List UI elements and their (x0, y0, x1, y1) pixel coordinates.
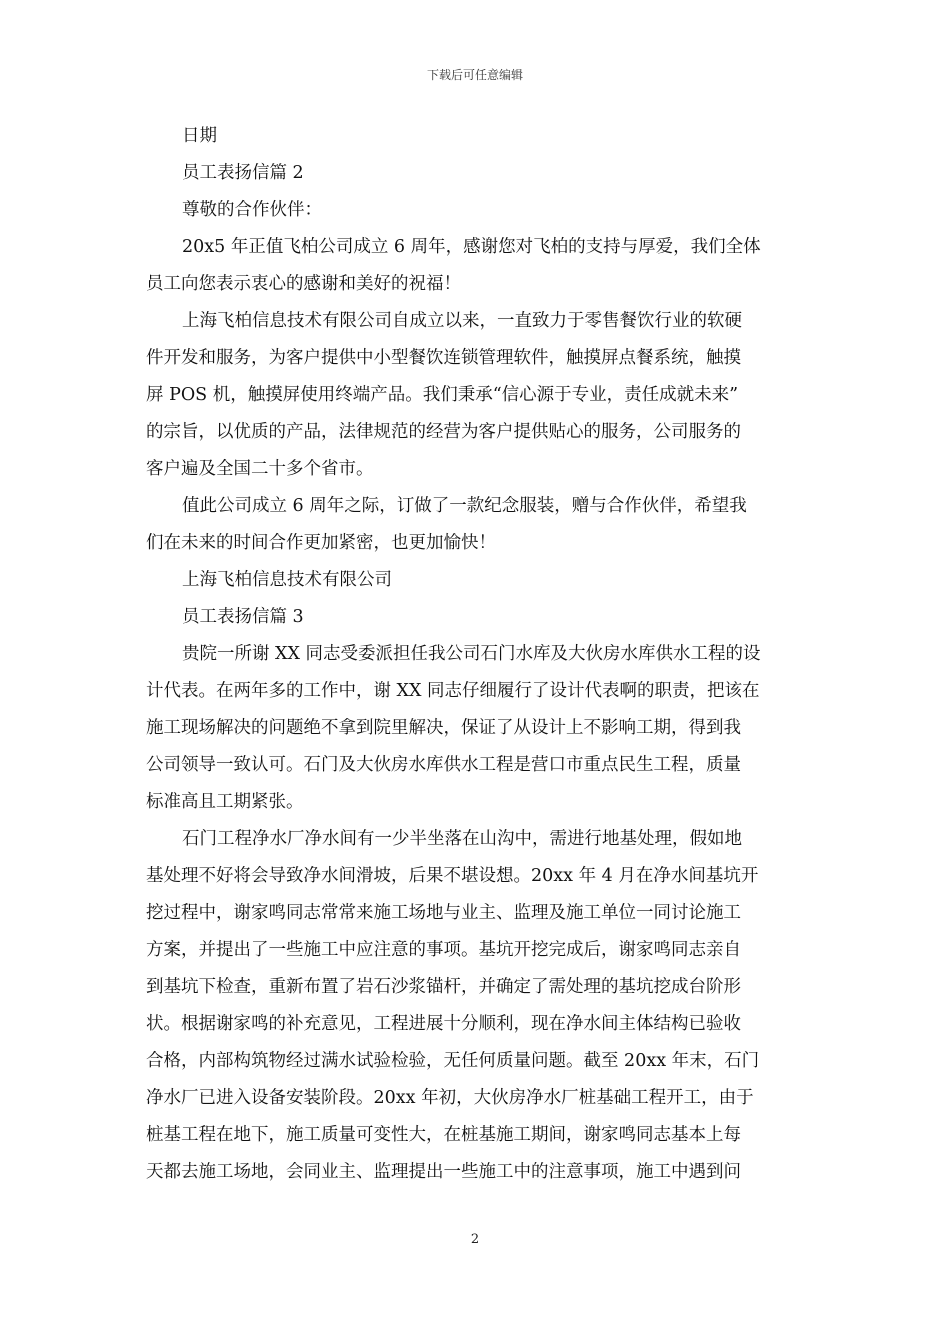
text-line: 挖过程中，谢家鸣同志常常来施工场地与业主、监理及施工单位一同讨论施工 (146, 903, 741, 923)
text-line: 到基坑下检查，重新布置了岩石沙浆锚杆，并确定了需处理的基坑挖成台阶形 (146, 977, 741, 997)
text-line: 日期 (182, 126, 217, 146)
text-line: 值此公司成立 6 周年之际，订做了一款纪念服装，赠与合作伙伴，希望我 (182, 496, 747, 516)
text-line: 客户遍及全国二十多个省市。 (146, 459, 374, 479)
text-line: 的宗旨，以优质的产品，法律规范的经营为客户提供贴心的服务，公司服务的 (146, 422, 741, 442)
signature-line: 上海飞柏信息技术有限公司 (182, 570, 392, 590)
text-line: 们在未来的时间合作更加紧密，也更加愉快！ (146, 533, 496, 553)
text-line: 施工现场解决的问题绝不拿到院里解决，保证了从设计上不影响工期，得到我 (146, 718, 741, 738)
text-line: 屏 POS 机，触摸屏使用终端产品。我们秉承“信心源于专业，责任成就未来” (146, 385, 739, 405)
text-line: 20x5 年正值飞柏公司成立 6 周年，感谢您对飞柏的支持与厚爱，我们全体 (182, 237, 761, 257)
text-line: 基处理不好将会导致净水间滑坡，后果不堪设想。20xx 年 4 月在净水间基坑开 (146, 866, 759, 886)
text-line: 计代表。在两年多的工作中，谢 XX 同志仔细履行了设计代表啊的职责，把该在 (146, 681, 760, 701)
section-heading: 员工表扬信篇 3 (182, 607, 304, 627)
text-line: 员工向您表示衷心的感谢和美好的祝福！ (146, 274, 461, 294)
text-line: 天都去施工场地，会同业主、监理提出一些施工中的注意事项，施工中遇到问 (146, 1162, 741, 1182)
section-heading: 员工表扬信篇 2 (182, 163, 304, 183)
text-line: 合格，内部构筑物经过满水试验检验，无任何质量问题。截至 20xx 年末，石门 (146, 1051, 760, 1071)
text-line: 上海飞柏信息技术有限公司自成立以来，一直致力于零售餐饮行业的软硬 (182, 311, 742, 331)
text-line: 标准高且工期紧张。 (146, 792, 304, 812)
document-body (146, 118, 806, 1191)
text-line: 件开发和服务，为客户提供中小型餐饮连锁管理软件，触摸屏点餐系统，触摸 (146, 348, 741, 368)
text-line: 公司领导一致认可。石门及大伙房水库供水工程是营口市重点民生工程，质量 (146, 755, 741, 775)
salutation: 尊敬的合作伙伴： (182, 200, 322, 220)
text-line: 桩基工程在地下，施工质量可变性大，在桩基施工期间，谢家鸣同志基本上每 (146, 1125, 741, 1145)
text-line: 净水厂已进入设备安装阶段。20xx 年初，大伙房净水厂桩基础工程开工，由于 (146, 1088, 754, 1108)
page-header: 下载后可任意编辑 (426, 68, 523, 82)
text-line: 石门工程净水厂净水间有一少半坐落在山沟中，需进行地基处理，假如地 (182, 829, 742, 849)
text-line: 方案，并提出了一些施工中应注意的事项。基坑开挖完成后，谢家鸣同志亲自 (146, 940, 741, 960)
text-line: 状。根据谢家鸣的补充意见，工程进展十分顺利，现在净水间主体结构已验收 (146, 1014, 741, 1034)
page-number: 2 (470, 1232, 480, 1247)
text-line: 贵院一所谢 XX 同志受委派担任我公司石门水库及大伙房水库供水工程的设 (182, 644, 761, 664)
